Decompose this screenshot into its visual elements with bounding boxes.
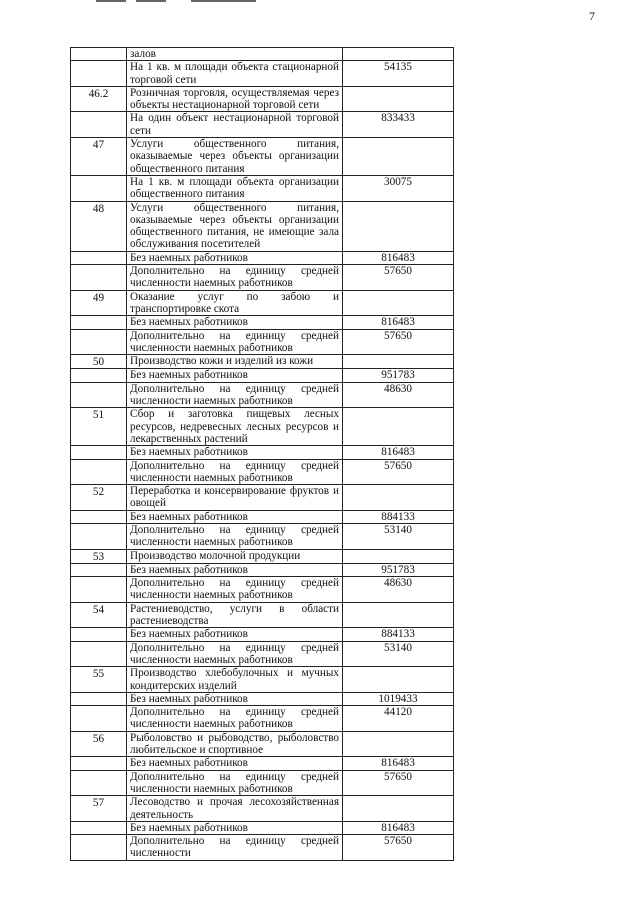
table-row [71, 602, 454, 628]
row-number [71, 821, 127, 834]
table-row [71, 316, 454, 329]
row-description: Сбор и заготовка пищевых лесных ресурсов, недревесных лесных ресурсов и лекарственных растений [127, 408, 343, 446]
row-value: 951783 [343, 563, 454, 576]
row-value [343, 796, 454, 822]
row-number: 51 [71, 408, 127, 446]
row-description: На 1 кв. м площади объекта организации общественного питания [127, 175, 343, 201]
table-row [71, 61, 454, 87]
table-row [71, 138, 454, 176]
table-row [71, 692, 454, 705]
row-value [343, 408, 454, 446]
row-value [343, 355, 454, 369]
row-number: 46.2 [71, 86, 127, 112]
row-description: Дополнительно на единицу средней численности наемных работников [127, 329, 343, 355]
table-row [71, 510, 454, 523]
row-value [343, 290, 454, 316]
row-value [343, 667, 454, 693]
row-description: Производство молочной продукции [127, 549, 343, 563]
table-row [71, 86, 454, 112]
table-row [71, 821, 454, 834]
row-number: 53 [71, 549, 127, 563]
row-value: 816483 [343, 821, 454, 834]
table-row [71, 175, 454, 201]
table-row [71, 757, 454, 770]
table-row [71, 290, 454, 316]
page-number: 7 [589, 9, 595, 23]
row-value: 48630 [343, 577, 454, 603]
row-description: Дополнительно на единицу средней численности наемных работников [127, 577, 343, 603]
row-number [71, 61, 127, 87]
row-value: 951783 [343, 369, 454, 382]
row-number [71, 770, 127, 796]
row-number [71, 757, 127, 770]
row-number [71, 692, 127, 705]
row-description: На один объект нестационарной торговой сети [127, 112, 343, 138]
row-number: 55 [71, 667, 127, 693]
row-value: 57650 [343, 329, 454, 355]
row-value: 816483 [343, 446, 454, 459]
table-row [71, 251, 454, 264]
row-number: 48 [71, 201, 127, 251]
row-number [71, 577, 127, 603]
table-row [71, 835, 454, 861]
row-description: На 1 кв. м площади объекта стационарной торговой сети [127, 61, 343, 87]
tax-rates-table [70, 47, 454, 861]
table-row [71, 382, 454, 408]
table-row [71, 201, 454, 251]
row-number [71, 382, 127, 408]
table-row [71, 577, 454, 603]
row-description: Дополнительно на единицу средней численности [127, 835, 343, 861]
row-description: Без наемных работников [127, 446, 343, 459]
table-row [71, 731, 454, 757]
row-number [71, 329, 127, 355]
row-number [71, 459, 127, 485]
row-description: Дополнительно на единицу средней численности наемных работников [127, 706, 343, 732]
row-description: Лесоводство и прочая лесохозяйственная деятельность [127, 796, 343, 822]
row-description: Без наемных работников [127, 821, 343, 834]
row-description: Производство хлебобулочных и мучных кондитерских изделий [127, 667, 343, 693]
row-description: Без наемных работников [127, 628, 343, 641]
row-value [343, 138, 454, 176]
table-row [71, 48, 454, 61]
row-description: залов [127, 48, 343, 61]
row-description: Розничная торговля, осуществляемая через объекты нестационарной торговой сети [127, 86, 343, 112]
row-number: 52 [71, 485, 127, 511]
table-row [71, 549, 454, 563]
table-row [71, 563, 454, 576]
table-row [71, 641, 454, 667]
row-number: 54 [71, 602, 127, 628]
table-row [71, 112, 454, 138]
row-number [71, 175, 127, 201]
row-value: 44120 [343, 706, 454, 732]
row-number [71, 563, 127, 576]
row-number [71, 316, 127, 329]
row-description: Дополнительно на единицу средней численности наемных работников [127, 382, 343, 408]
row-number [71, 112, 127, 138]
row-value [343, 549, 454, 563]
row-description: Дополнительно на единицу средней численности наемных работников [127, 265, 343, 291]
row-value: 57650 [343, 265, 454, 291]
row-value: 30075 [343, 175, 454, 201]
row-value: 1019433 [343, 692, 454, 705]
row-number [71, 251, 127, 264]
row-description: Дополнительно на единицу средней численности наемных работников [127, 459, 343, 485]
row-value: 53140 [343, 523, 454, 549]
row-number: 56 [71, 731, 127, 757]
table-row [71, 408, 454, 446]
row-description: Рыболовство и рыбоводство, рыболовство любительское и спортивное [127, 731, 343, 757]
row-number [71, 48, 127, 61]
row-description: Без наемных работников [127, 692, 343, 705]
row-number: 47 [71, 138, 127, 176]
row-value [343, 86, 454, 112]
table-row [71, 459, 454, 485]
row-description: Растениеводство, услуги в области растениеводства [127, 602, 343, 628]
row-description: Дополнительно на единицу средней численности наемных работников [127, 770, 343, 796]
table-row [71, 628, 454, 641]
row-value: 833433 [343, 112, 454, 138]
row-description: Услуги общественного питания, оказываемые через объекты организации общественного питания [127, 138, 343, 176]
row-number [71, 706, 127, 732]
row-number [71, 510, 127, 523]
row-description: Услуги общественного питания, оказываемые через объекты организации общественного питания, не имеющие зала обслуживания посетителей [127, 201, 343, 251]
scan-edge-marks [96, 0, 256, 3]
row-number [71, 628, 127, 641]
row-number: 57 [71, 796, 127, 822]
row-value [343, 485, 454, 511]
row-value [343, 48, 454, 61]
table-row [71, 265, 454, 291]
row-description: Дополнительно на единицу средней численности наемных работников [127, 523, 343, 549]
row-value [343, 602, 454, 628]
row-description: Производство кожи и изделий из кожи [127, 355, 343, 369]
row-value: 57650 [343, 770, 454, 796]
row-value: 48630 [343, 382, 454, 408]
row-number [71, 641, 127, 667]
row-value: 816483 [343, 316, 454, 329]
row-description: Оказание услуг по забою и транспортировке скота [127, 290, 343, 316]
row-value: 816483 [343, 757, 454, 770]
row-description: Без наемных работников [127, 510, 343, 523]
row-value: 884133 [343, 628, 454, 641]
table-row [71, 770, 454, 796]
table-row [71, 329, 454, 355]
row-value: 57650 [343, 459, 454, 485]
row-description: Без наемных работников [127, 316, 343, 329]
table-row [71, 796, 454, 822]
row-number [71, 835, 127, 861]
row-description: Дополнительно на единицу средней численности наемных работников [127, 641, 343, 667]
row-value: 884133 [343, 510, 454, 523]
row-number: 49 [71, 290, 127, 316]
table-row [71, 446, 454, 459]
row-number [71, 369, 127, 382]
row-value: 57650 [343, 835, 454, 861]
table-row [71, 523, 454, 549]
table-row [71, 485, 454, 511]
table-row [71, 706, 454, 732]
row-description: Без наемных работников [127, 369, 343, 382]
row-number: 50 [71, 355, 127, 369]
row-description: Без наемных работников [127, 757, 343, 770]
row-description: Переработка и консервирование фруктов и овощей [127, 485, 343, 511]
row-value: 816483 [343, 251, 454, 264]
table-row [71, 369, 454, 382]
row-description: Без наемных работников [127, 563, 343, 576]
row-number [71, 446, 127, 459]
row-number [71, 265, 127, 291]
table-row [71, 667, 454, 693]
row-number [71, 523, 127, 549]
row-description: Без наемных работников [127, 251, 343, 264]
table-row [71, 355, 454, 369]
row-value: 53140 [343, 641, 454, 667]
row-value [343, 731, 454, 757]
row-value: 54135 [343, 61, 454, 87]
row-value [343, 201, 454, 251]
